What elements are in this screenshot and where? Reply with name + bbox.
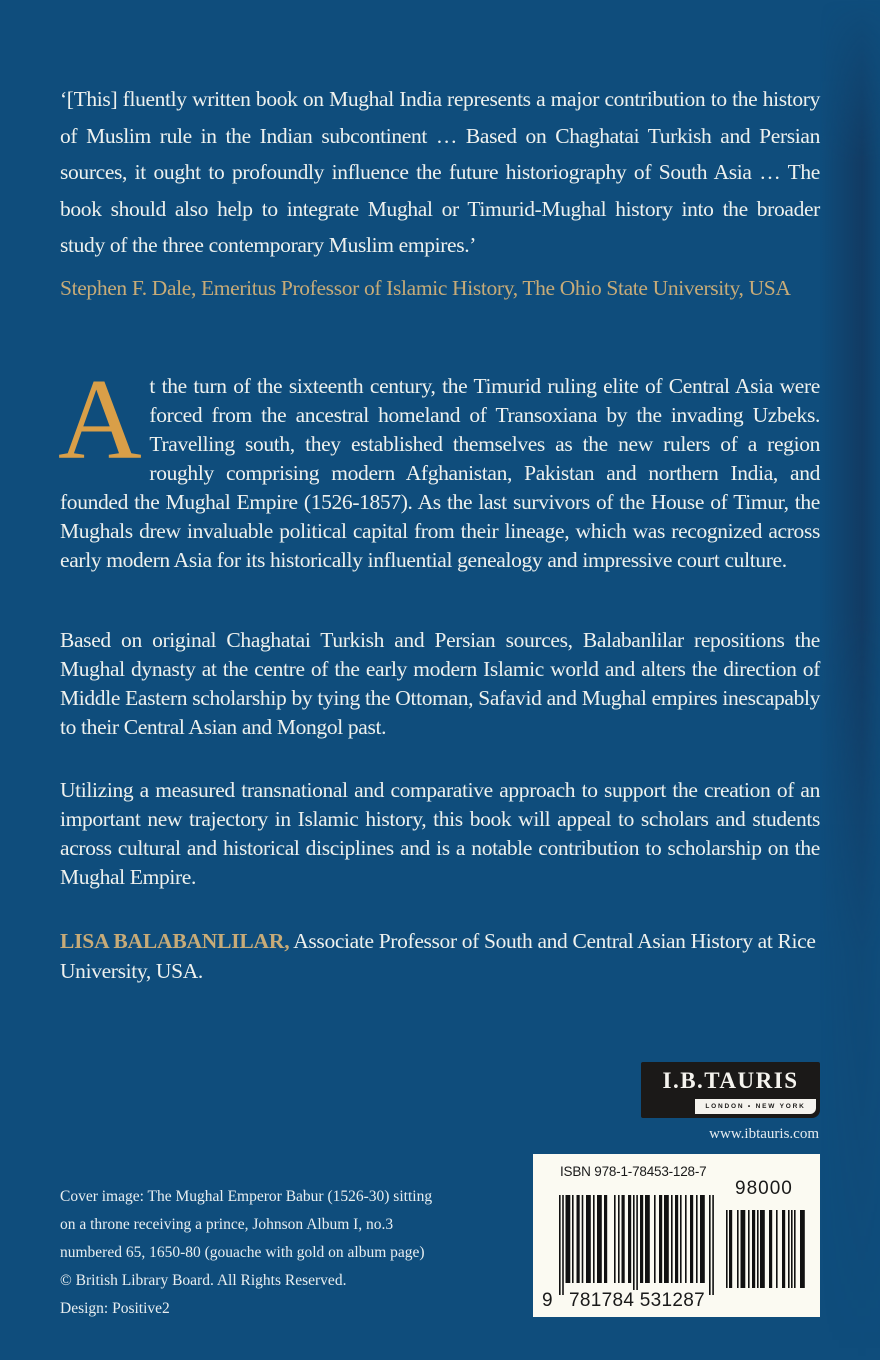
cover-credits — [60, 1183, 520, 1323]
credit-line: Design: Positive2 — [60, 1300, 170, 1317]
drop-cap: A — [58, 356, 142, 484]
author-name: LISA BALABANLILAR, — [60, 929, 290, 953]
endorsement-attribution: Stephen F. Dale, Emeritus Professor of Islamic History, The Ohio State University, USA — [60, 276, 791, 300]
isbn-barcode-box — [533, 1154, 820, 1317]
credit-line: © British Library Board. All Rights Reserved. — [60, 1272, 347, 1289]
description-paragraph-1-text: t the turn of the sixteenth century, the Timurid ruling elite of Central Asia were forced from the ancestral homeland of Transoxiana by the invading Uzbeks. Travelling south, they established themselves as the new rulers of a region roughly comprising modern Afghanistan, Pakistan and northern India, and founded the Mughal Empire (1526-1857). As the last survivors of the House of Timur, the Mughals drew invaluable political capital from their lineage, which was recognized across early modern Asia for its historically influential genealogy and impressive court culture. — [60, 374, 820, 572]
publisher-cities: LONDON • NEW YORK — [695, 1099, 816, 1114]
price-code: 98000 — [735, 1178, 793, 1199]
publisher-website[interactable]: www.ibtauris.com — [709, 1126, 819, 1142]
ean-barcode-bars — [559, 1195, 717, 1295]
description-paragraph-3: Utilizing a measured transnational and comparative approach to support the creation of an important new trajectory in Islamic history, this book will appeal to scholars and students across cultural and historical disciplines and is a notable contribution to scholarship on the Mughal Empire. — [60, 778, 820, 889]
publisher-logo — [641, 1062, 820, 1118]
endorsement-quote: ‘[This] fluently written book on Mughal India represents a major contribution to the history of Muslim rule in the Indian subcontinent … Based on Chaghatai Turkish and Persian sources, it ought to profoundly influence the future historiography of South Asia … The book should also help to integrate Mughal or Timurid-Mughal history into the broader study of the three contemporary Muslim empires.’ — [60, 87, 820, 257]
credit-line: Cover image: The Mughal Emperor Babur (1526-30) sitting — [60, 1188, 433, 1205]
isbn-label: ISBN 978-1-78453-128-7 — [560, 1164, 707, 1179]
author-bio — [60, 926, 820, 986]
ean-digits: 781784 531287 — [569, 1290, 705, 1311]
publisher-wordmark: I.B.TAURIS — [662, 1068, 799, 1093]
credit-line: on a throne receiving a prince, Johnson Album I, no.3 — [60, 1216, 394, 1233]
spine-edge-shading — [820, 0, 880, 1360]
price-addon-bars — [726, 1210, 805, 1288]
credit-line: numbered 65, 1650-80 (gouache with gold on album page) — [60, 1244, 425, 1261]
ean-first-digit: 9 — [542, 1290, 553, 1311]
author-bio-text: Associate Professor of South and Central Asian History at Rice University, USA. — [60, 929, 816, 983]
description-paragraph-2: Based on original Chaghatai Turkish and Persian sources, Balabanlilar repositions the Mughal dynasty at the centre of the early modern Islamic world and alters the direction of Middle Eastern scholarship by tying the Ottoman, Safavid and Mughal empires inescapably to their Central Asian and Mongol past. — [60, 628, 820, 739]
description-paragraph-1 — [58, 356, 820, 575]
